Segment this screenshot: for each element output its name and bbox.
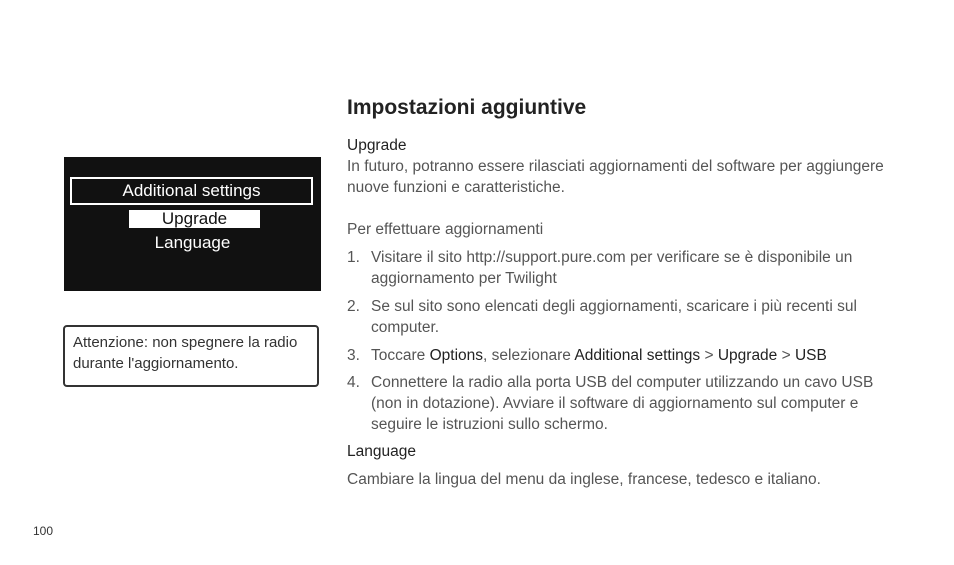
step-4: [347, 372, 892, 435]
step-number: 2.: [347, 298, 360, 315]
step-text-part: , selezionare: [483, 347, 575, 364]
step-number: 3.: [347, 347, 360, 364]
steps-title: Per effettuare aggiornamenti: [347, 221, 544, 238]
step-1: [347, 247, 892, 289]
ui-term-additional-settings: Additional settings: [574, 347, 701, 364]
step-text: [371, 345, 827, 366]
language-title: Language: [347, 443, 416, 460]
step-3: [347, 345, 892, 366]
step-text: Connettere la radio alla porta USB del computer utilizzando un cavo USB (non in dotazione). Avviare il software di aggiornamento sul computer e seguire le istruzioni sullo schermo.: [371, 374, 874, 433]
step-number: 4.: [347, 374, 360, 391]
section-heading: Impostazioni aggiuntive: [347, 96, 587, 119]
warning-note: Attenzione: non spegnere la radio durante l'aggiornamento.: [63, 325, 319, 387]
device-screen: [64, 157, 321, 291]
step-text: Visitare il sito http://support.pure.com per verificare se è disponibile un aggiornamento per Twilight: [371, 249, 853, 287]
screen-item-language: Language: [154, 233, 231, 252]
screen-item-upgrade: Upgrade: [129, 210, 260, 228]
step-text-part: Toccare: [371, 347, 430, 364]
steps-list: [347, 247, 892, 435]
step-text: Se sul sito sono elencati degli aggiornamenti, scaricare i più recenti sul computer.: [371, 298, 857, 336]
language-text: Cambiare la lingua del menu da inglese, francese, tedesco e italiano.: [347, 471, 821, 488]
ui-term-usb: USB: [794, 347, 827, 364]
upgrade-text: In futuro, potranno essere rilasciati aggiornamenti del software per aggiungere nuove funzioni e caratteristiche.: [347, 158, 884, 196]
page-number: 100: [33, 524, 54, 538]
screen-title: Additional settings: [70, 177, 313, 205]
ui-term-options: Options: [429, 347, 484, 364]
ui-term-upgrade: Upgrade: [717, 347, 778, 364]
main-content: [347, 94, 892, 490]
step-text-part: >: [777, 347, 795, 364]
step-2: [347, 296, 892, 338]
step-number: 1.: [347, 249, 360, 266]
step-text-part: >: [700, 347, 718, 364]
upgrade-title: Upgrade: [347, 137, 407, 154]
